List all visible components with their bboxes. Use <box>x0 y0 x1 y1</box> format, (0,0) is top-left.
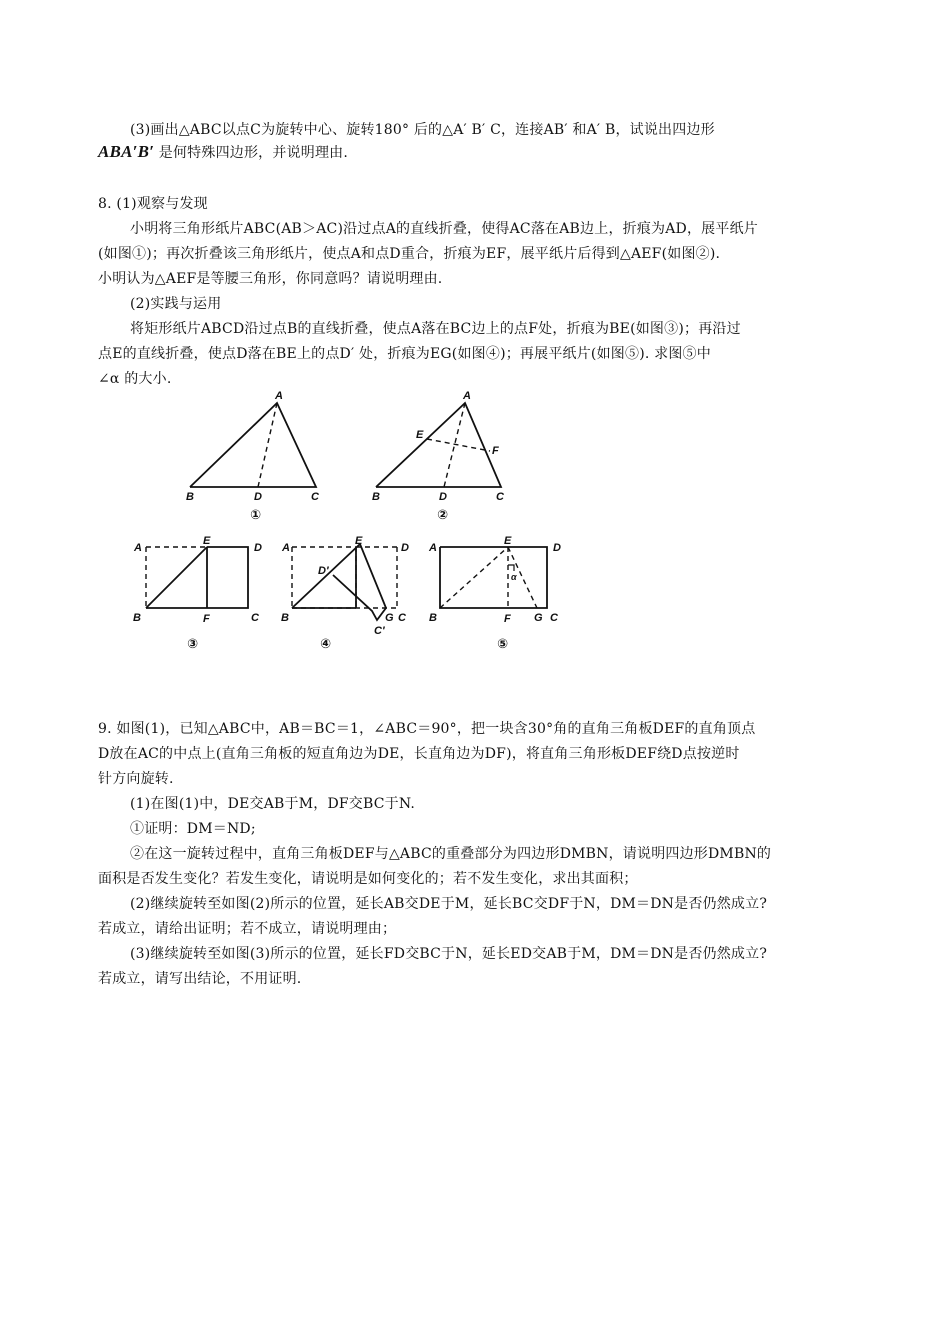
f2-label-B: B <box>372 491 380 503</box>
q8-sub2: (2)实践与运用 <box>130 296 222 312</box>
figure-2 <box>376 403 501 487</box>
f5-label-F: F <box>504 613 511 625</box>
f2-label-E: E <box>416 429 424 441</box>
f2-label-D: D <box>439 491 447 503</box>
q8-p2-line2: 点E的直线折叠，使点D落在BE上的点D′ 处，折痕为EG(如图④)；再展平纸片(如图⑤). 求图⑤中 <box>98 346 711 362</box>
f1-label-B: B <box>186 491 194 503</box>
q9-s3-line2: 若成立，请写出结论，不用证明. <box>98 971 302 987</box>
f2-label-A: A <box>463 390 471 402</box>
f4-label-D: D <box>401 542 409 554</box>
f4-label-C: C <box>398 612 406 624</box>
f4-label-Cprime: C′ <box>374 625 385 637</box>
f1-number: ① <box>250 507 262 522</box>
q9-s1b-line1: ②在这一旋转过程中，直角三角板DEF与△ABC的重叠部分为四边形DMBN，请说明四边形DMBN的 <box>130 846 772 862</box>
f3-label-E: E <box>203 535 211 547</box>
f1-label-D: D <box>254 491 262 503</box>
f5-number: ⑤ <box>497 636 509 651</box>
q7-line1: (3)画出△ABC以点C为旋转中心、旋转180° 后的△A′ B′ C，连接AB′ 和A′ B，试说出四边形 <box>130 122 715 138</box>
q8-heading: 8. (1)观察与发现 <box>98 196 208 212</box>
f2-label-C: C <box>496 491 504 503</box>
f3-label-A: A <box>134 542 142 554</box>
f5-label-E: E <box>504 535 512 547</box>
f4-label-A: A <box>282 542 290 554</box>
q7-line2-rest: 是何特殊四边形，并说明理由. <box>158 145 349 161</box>
q9-s3-line1: (3)继续旋转至如图(3)所示的位置，延长FD交BC于N，延长ED交AB于M，DM＝DN是否仍然成立? <box>130 946 768 962</box>
q9-line3: 针方向旋转. <box>98 771 174 787</box>
figure-5 <box>440 547 547 608</box>
f2-number: ② <box>437 507 449 522</box>
q9-s2-line1: (2)继续旋转至如图(2)所示的位置，延长AB交DE于M，延长BC交DF于N，DM＝DN是否仍然成立? <box>130 896 768 912</box>
f5-label-D: D <box>553 542 561 554</box>
figure-4 <box>292 544 397 620</box>
q8-p2-line3: ∠α 的大小. <box>98 371 172 387</box>
q9-s2-line2: 若成立，请给出证明；若不成立，请说明理由； <box>98 921 397 937</box>
q8-p1-line3: 小明认为△AEF是等腰三角形，你同意吗？请说明理由. <box>98 271 443 287</box>
f5-label-C: C <box>550 612 558 624</box>
figure-1 <box>190 403 316 487</box>
q9-line2: D放在AC的中点上(直角三角板的短直角边为DE，长直角边为DF)，将直角三角形板DEF绕D点按逆时 <box>98 746 740 762</box>
f4-label-Dprime: D′ <box>318 565 329 577</box>
q8-p1-line1: 小明将三角形纸片ABC(AB＞AC)沿过点A的直线折叠，使得AC落在AB边上，折痕为AD，展平纸片 <box>130 221 758 237</box>
f4-label-G: G <box>385 612 394 624</box>
f4-label-B: B <box>281 612 289 624</box>
f2-label-F: F <box>492 445 499 457</box>
q8-p2-line1: 将矩形纸片ABCD沿过点B的直线折叠，使点A落在BC边上的点F处，折痕为BE(如图③)；再沿过 <box>130 321 741 337</box>
q9-s1b-line2: 面积是否发生变化？若发生变化，请说明是如何变化的；若不发生变化，求出其面积； <box>98 871 638 887</box>
q9-s1a: ①证明：DM＝ND; <box>130 821 256 837</box>
f1-label-A: A <box>275 390 283 402</box>
figure-3 <box>146 547 248 608</box>
q9-line1: 9. 如图(1)，已知△ABC中，AB＝BC＝1，∠ABC＝90°，把一块含30°角的直角三角板DEF的直角顶点 <box>98 721 756 737</box>
f4-label-E: E <box>355 535 363 547</box>
f3-label-B: B <box>133 612 141 624</box>
quad-label: ABA′B′ <box>98 142 155 161</box>
f1-label-C: C <box>311 491 319 503</box>
f5-label-A: A <box>429 542 437 554</box>
f3-label-D: D <box>254 542 262 554</box>
q9-s1: (1)在图(1)中，DE交AB于M，DF交BC于N. <box>130 796 416 812</box>
f3-number: ③ <box>187 636 199 651</box>
f5-label-G: G <box>534 612 543 624</box>
f5-label-B: B <box>429 612 437 624</box>
f5-label-alpha: α <box>511 572 517 582</box>
f3-label-C: C <box>251 612 259 624</box>
q8-p1-line2: (如图①)；再次折叠该三角形纸片，使点A和点D重合，折痕为EF，展平纸片后得到△AEF(如图②). <box>98 246 721 262</box>
f3-label-F: F <box>203 613 210 625</box>
f4-number: ④ <box>320 636 332 651</box>
